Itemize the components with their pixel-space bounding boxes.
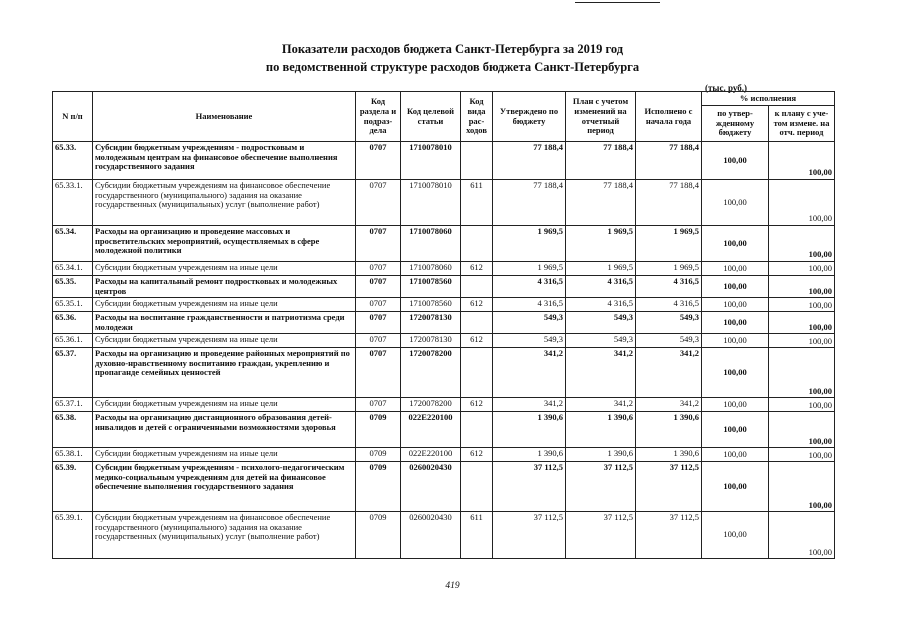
cell-pct-plan: 100,00: [769, 276, 835, 298]
cell-executed: 1 969,5: [636, 226, 702, 262]
cell-section: 0707: [356, 226, 401, 262]
cell-executed: 341,2: [636, 348, 702, 398]
cell-num: 65.35.: [53, 276, 93, 298]
cell-num: 65.33.1.: [53, 180, 93, 226]
cell-kind: 612: [461, 448, 493, 462]
cell-num: 65.39.1.: [53, 512, 93, 559]
cell-section: 0709: [356, 512, 401, 559]
cell-target: 022Е220100: [401, 412, 461, 448]
cell-target: 1720078130: [401, 312, 461, 334]
cell-target: 0260020430: [401, 512, 461, 559]
cell-approved: 77 188,4: [493, 180, 566, 226]
cell-pct-approved: 100,00: [702, 398, 769, 412]
cell-kind: 612: [461, 298, 493, 312]
header-executed: Исполнено с начала года: [636, 92, 702, 142]
cell-num: 65.36.: [53, 312, 93, 334]
table-row: [53, 462, 835, 512]
units-label: (тыс. руб.): [705, 83, 747, 93]
cell-pct-plan: 100,00: [769, 142, 835, 180]
cell-name: Субсидии бюджетным учреждениям на финансовое обеспечение государственного (муниципального) задания на оказание государственных (муниципальных) услуг (выполнение работ): [93, 512, 356, 559]
cell-section: 0707: [356, 334, 401, 348]
page-title-line2: по ведомственной структуре расходов бюджета Санкт-Петербурга: [265, 60, 640, 74]
cell-approved: 1 969,5: [493, 226, 566, 262]
cell-section: 0707: [356, 276, 401, 298]
page-title-line1: Показатели расходов бюджета Санкт-Петербурга за 2019 год: [281, 42, 624, 56]
cell-section: 0707: [356, 180, 401, 226]
cell-approved: 4 316,5: [493, 298, 566, 312]
cell-plan: 341,2: [566, 398, 636, 412]
cell-pct-plan: 100,00: [769, 348, 835, 398]
cell-pct-approved: 100,00: [702, 348, 769, 398]
cell-pct-plan: 100,00: [769, 512, 835, 559]
table-row: [53, 276, 835, 298]
cell-approved: 1 390,6: [493, 448, 566, 462]
cell-num: 65.34.: [53, 226, 93, 262]
cell-name: Субсидии бюджетным учреждениям на иные цели: [93, 298, 356, 312]
cell-name: Субсидии бюджетным учреждениям на иные цели: [93, 334, 356, 348]
cell-approved: 4 316,5: [493, 276, 566, 298]
cell-plan: 37 112,5: [566, 462, 636, 512]
cell-section: 0709: [356, 462, 401, 512]
cell-approved: 37 112,5: [493, 512, 566, 559]
cell-name: Субсидии бюджетным учреждениям на иные цели: [93, 448, 356, 462]
table-row: [53, 180, 835, 226]
table-row: [53, 262, 835, 276]
cell-pct-approved: 100,00: [702, 142, 769, 180]
cell-kind: [461, 142, 493, 180]
cell-name: Субсидии бюджетным учреждениям на иные цели: [93, 398, 356, 412]
cell-pct-approved: 100,00: [702, 298, 769, 312]
cell-pct-plan: 100,00: [769, 226, 835, 262]
cell-name: Расходы на воспитание гражданственности и патриотизма среди молодежи: [93, 312, 356, 334]
cell-pct-approved: 100,00: [702, 262, 769, 276]
cell-target: 1720078130: [401, 334, 461, 348]
cell-section: 0707: [356, 262, 401, 276]
cell-pct-approved: 100,00: [702, 334, 769, 348]
cell-approved: 341,2: [493, 398, 566, 412]
cell-pct-plan: 100,00: [769, 312, 835, 334]
cell-pct-approved: 100,00: [702, 180, 769, 226]
cell-executed: 1 390,6: [636, 448, 702, 462]
cell-section: 0707: [356, 348, 401, 398]
cell-plan: 1 969,5: [566, 262, 636, 276]
cell-approved: 37 112,5: [493, 462, 566, 512]
cell-name: Субсидии бюджетным учреждениям - подростковым и молодежным центрам на финансовое обеспечение выполнения государственного задания: [93, 142, 356, 180]
cell-target: 1710078010: [401, 142, 461, 180]
cell-target: 022Е220100: [401, 448, 461, 462]
cell-executed: 549,3: [636, 334, 702, 348]
cell-executed: 77 188,4: [636, 142, 702, 180]
cell-plan: 341,2: [566, 348, 636, 398]
cell-approved: 1 969,5: [493, 262, 566, 276]
cell-section: 0707: [356, 142, 401, 180]
cell-plan: 549,3: [566, 334, 636, 348]
cell-pct-plan: 100,00: [769, 412, 835, 448]
header-num: N п/п: [53, 92, 93, 142]
cell-executed: 4 316,5: [636, 298, 702, 312]
cell-pct-approved: 100,00: [702, 226, 769, 262]
cell-pct-plan: 100,00: [769, 462, 835, 512]
cell-num: 65.35.1.: [53, 298, 93, 312]
table-body: [53, 142, 835, 559]
cell-section: 0709: [356, 412, 401, 448]
cell-pct-approved: 100,00: [702, 448, 769, 462]
cell-section: 0707: [356, 312, 401, 334]
cell-name: Расходы на организацию и проведение массовых и просветительских мероприятий, осуществляемых в сфере молодежной политики: [93, 226, 356, 262]
cell-pct-plan: 100,00: [769, 334, 835, 348]
header-plan: План с учетом изменений на отчетный период: [566, 92, 636, 142]
cell-pct-approved: 100,00: [702, 462, 769, 512]
cell-pct-plan: 100,00: [769, 262, 835, 276]
cell-approved: 549,3: [493, 334, 566, 348]
cell-executed: 37 112,5: [636, 512, 702, 559]
header-name: Наименование: [93, 92, 356, 142]
cell-target: 1710078060: [401, 226, 461, 262]
cell-num: 65.34.1.: [53, 262, 93, 276]
cell-pct-plan: 100,00: [769, 298, 835, 312]
table-row: [53, 142, 835, 180]
cell-plan: 4 316,5: [566, 298, 636, 312]
cell-target: 1710078560: [401, 298, 461, 312]
cell-name: Расходы на организацию и проведение районных мероприятий по духовно-нравственному воспитанию граждан, укреплению и пропаганде семейных ценностей: [93, 348, 356, 398]
cell-executed: 341,2: [636, 398, 702, 412]
cell-num: 65.36.1.: [53, 334, 93, 348]
cell-name: Субсидии бюджетным учреждениям - психолого-педагогическим медико-социальным учреждениям для детей на финансовое обеспечение выполнения государственного задания: [93, 462, 356, 512]
cell-pct-approved: 100,00: [702, 512, 769, 559]
cell-executed: 4 316,5: [636, 276, 702, 298]
page-number: 419: [445, 581, 460, 591]
table-row: [53, 226, 835, 262]
cell-target: 1720078200: [401, 398, 461, 412]
cell-target: 1710078010: [401, 180, 461, 226]
cell-pct-plan: 100,00: [769, 398, 835, 412]
cell-num: 65.37.1.: [53, 398, 93, 412]
table-row: [53, 312, 835, 334]
cell-pct-plan: 100,00: [769, 448, 835, 462]
cell-plan: 549,3: [566, 312, 636, 334]
cell-section: 0707: [356, 398, 401, 412]
cell-plan: 1 390,6: [566, 412, 636, 448]
cell-name: Субсидии бюджетным учреждениям на иные цели: [93, 262, 356, 276]
cell-name: Расходы на капитальный ремонт подростковых и молодежных центров: [93, 276, 356, 298]
cell-kind: [461, 348, 493, 398]
cell-kind: 612: [461, 334, 493, 348]
cell-plan: 1 969,5: [566, 226, 636, 262]
header-kind: Код вида рас-ходов: [461, 92, 493, 142]
cell-num: 65.37.: [53, 348, 93, 398]
cell-executed: 37 112,5: [636, 462, 702, 512]
cell-pct-approved: 100,00: [702, 412, 769, 448]
cell-num: 65.39.: [53, 462, 93, 512]
cell-approved: 549,3: [493, 312, 566, 334]
cell-approved: 77 188,4: [493, 142, 566, 180]
cell-plan: 4 316,5: [566, 276, 636, 298]
header-pct-plan: к плану с уче-том измене. на отч. период: [769, 106, 835, 142]
cell-plan: 77 188,4: [566, 142, 636, 180]
cell-section: 0709: [356, 448, 401, 462]
table-row: [53, 334, 835, 348]
cell-pct-plan: 100,00: [769, 180, 835, 226]
cell-kind: [461, 276, 493, 298]
cell-kind: [461, 462, 493, 512]
cell-name: Расходы на организацию дистанционного образования детей-инвалидов и детей с ограниченными возможностями здоровья: [93, 412, 356, 448]
cell-kind: 611: [461, 180, 493, 226]
table-row: [53, 298, 835, 312]
header-percent: % исполнения: [702, 92, 835, 106]
cell-executed: 1 390,6: [636, 412, 702, 448]
cell-approved: 1 390,6: [493, 412, 566, 448]
expenditure-table: [52, 91, 835, 559]
cell-num: 65.38.1.: [53, 448, 93, 462]
table-row: [53, 398, 835, 412]
cell-executed: 77 188,4: [636, 180, 702, 226]
cell-kind: 612: [461, 262, 493, 276]
table-row: [53, 348, 835, 398]
cell-kind: [461, 412, 493, 448]
cell-target: 1720078200: [401, 348, 461, 398]
cell-kind: 611: [461, 512, 493, 559]
cell-plan: 37 112,5: [566, 512, 636, 559]
cell-num: 65.33.: [53, 142, 93, 180]
cell-target: 1710078560: [401, 276, 461, 298]
header-target: Код целевой статьи: [401, 92, 461, 142]
table-row: [53, 448, 835, 462]
header-section: Код раздела и подраз-дела: [356, 92, 401, 142]
cell-plan: 1 390,6: [566, 448, 636, 462]
cell-kind: [461, 226, 493, 262]
cell-executed: 1 969,5: [636, 262, 702, 276]
cell-name: Субсидии бюджетным учреждениям на финансовое обеспечение государственного (муниципального) задания на оказание государственных (муниципальных) услуг (выполнение работ): [93, 180, 356, 226]
cell-pct-approved: 100,00: [702, 276, 769, 298]
cell-section: 0707: [356, 298, 401, 312]
table-row: [53, 412, 835, 448]
table-row: [53, 512, 835, 559]
cell-approved: 341,2: [493, 348, 566, 398]
top-rule: [575, 2, 660, 3]
header-approved: Утверждено по бюджету: [493, 92, 566, 142]
cell-kind: 612: [461, 398, 493, 412]
cell-pct-approved: 100,00: [702, 312, 769, 334]
cell-target: 1710078060: [401, 262, 461, 276]
cell-target: 0260020430: [401, 462, 461, 512]
cell-executed: 549,3: [636, 312, 702, 334]
header-pct-approved: по утвер-жденному бюджету: [702, 106, 769, 142]
cell-kind: [461, 312, 493, 334]
cell-num: 65.38.: [53, 412, 93, 448]
cell-plan: 77 188,4: [566, 180, 636, 226]
